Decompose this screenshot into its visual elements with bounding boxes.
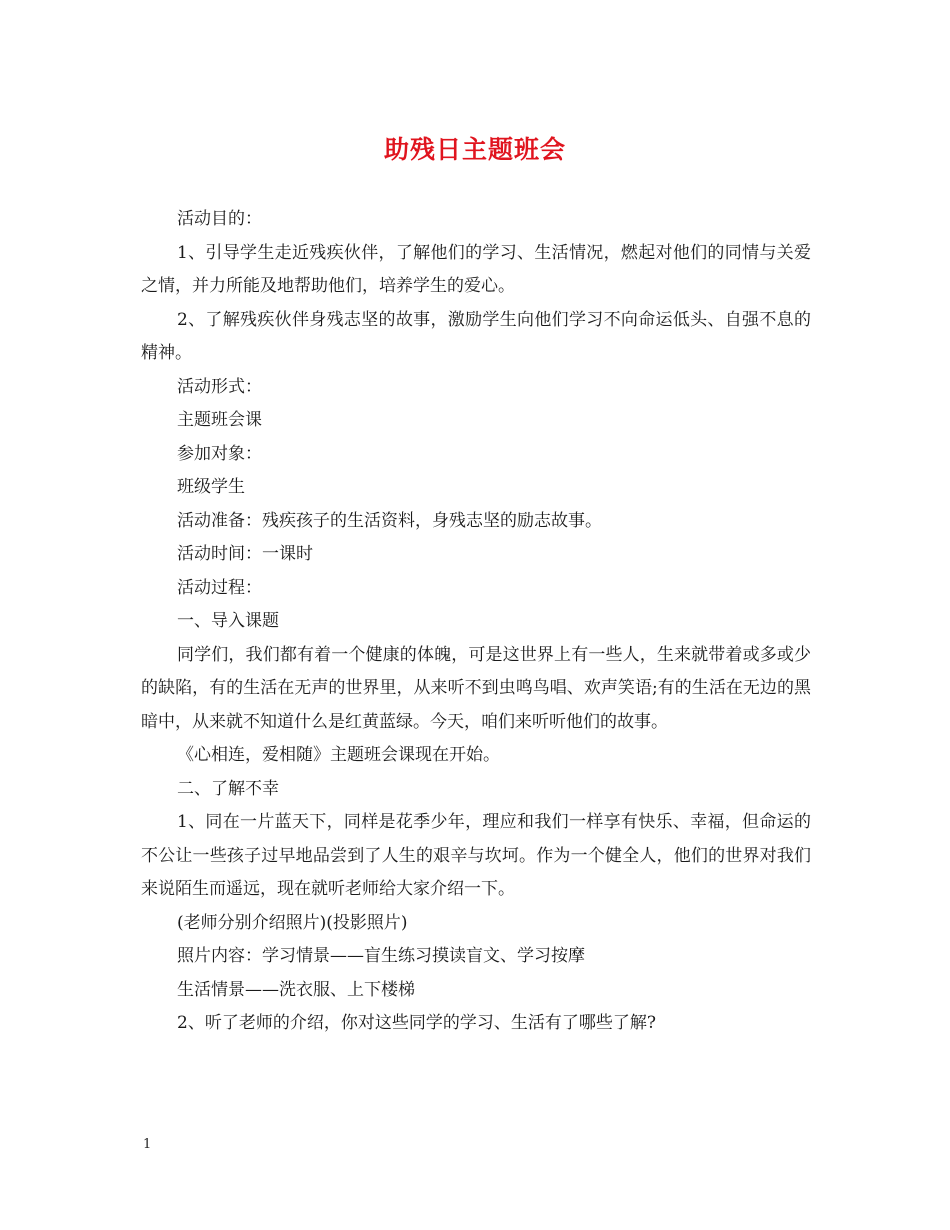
paragraph: 1、引导学生走近残疾伙伴，了解他们的学习、生活情况，燃起对他们的同情与关爱之情，并力所能及地帮助他们，培养学生的爱心。 [141, 242, 811, 296]
paragraph: 活动形式： [177, 376, 262, 397]
paragraph: 生活情景——洗衣服、上下楼梯 [177, 979, 415, 1000]
paragraph: 主题班会课 [177, 410, 262, 430]
paragraph: 同学们，我们都有着一个健康的体魄，可是这世界上有一些人，生来就带着或多或少的缺陷，有的生活在无声的世界里，从来听不到虫鸣鸟唱、欢声笑语;有的生活在无边的黑暗中，从来就不知道什么是红黄蓝绿。今天，咱们来听听他们的故事。 [141, 644, 811, 732]
paragraph: 1、同在一片蓝天下，同样是花季少年，理应和我们一样享有快乐、幸福，但命运的不公让一些孩子过早地品尝到了人生的艰辛与坎坷。作为一个健全人，他们的世界对我们来说陌生而遥远，现在就听老师给大家介绍一下。 [141, 812, 811, 899]
paragraph: 活动过程： [177, 577, 262, 598]
document-body [141, 203, 811, 1041]
paragraph: 活动准备：残疾孩子的生活资料，身残志坚的励志故事。 [177, 510, 602, 531]
section-heading: 二、了解不幸 [177, 778, 279, 799]
section-heading: 一、导入课题 [177, 611, 279, 631]
paragraph: 班级学生 [177, 477, 245, 497]
paragraph: 参加对象： [177, 443, 262, 464]
paragraph: 《心相连，爱相随》主题班会课现在开始。 [177, 745, 500, 765]
document-title: 助残日主题班会 [383, 135, 566, 164]
paragraph: 活动目的： [177, 209, 262, 229]
paragraph: 活动时间：一课时 [177, 544, 313, 564]
paragraph: (老师分别介绍照片)(投影照片) [177, 912, 408, 933]
paragraph: 2、了解残疾伙伴身残志坚的故事，激励学生向他们学习不向命运低头、自强不息的精神。 [141, 309, 811, 363]
paragraph: 照片内容：学习情景——盲生练习摸读盲文、学习按摩 [177, 946, 585, 966]
page-number: 1 [143, 1137, 152, 1152]
paragraph: 2、听了老师的介绍，你对这些同学的学习、生活有了哪些了解? [177, 1013, 656, 1033]
